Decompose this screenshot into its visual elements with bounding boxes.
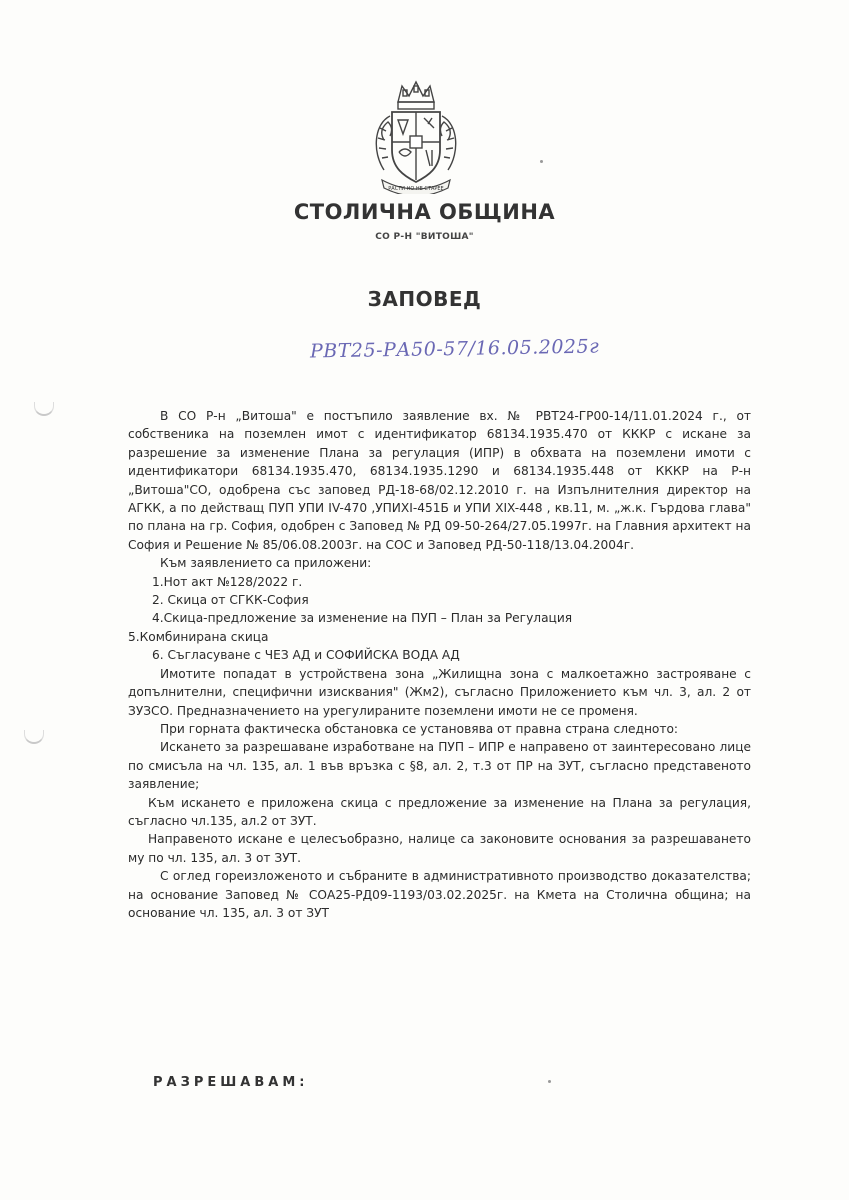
punch-hole-top [34,402,54,416]
attachment-item: 2. Скица от СГКК-София [152,593,309,608]
scan-speck [540,160,543,163]
attachment-item: 1.Нот акт №128/2022 г. [152,574,303,589]
paragraph-legal-intro: При горната фактическа обстановка се установява от правна страна следното: [160,721,679,736]
attachment-item: 6. Съгласуване с ЧЕЗ АД и СОФИЙСКА ВОДА АД [152,648,460,663]
handwritten-registration-number: РВТ25-РА50-57/16.05.2025г [309,335,600,363]
sofia-coat-of-arms-icon [368,80,464,194]
punch-hole-bottom [24,730,44,744]
document-body [128,407,751,922]
document-title: ЗАПОВЕД [367,287,482,311]
paragraph-zone: Имотите попадат в устройствена зона „Жилищна зона с малкоетажно застрояване с допълнителни, специфични изисквания" (Жм2), съгласно Приложението към чл. 3, ал. 2 от ЗУЗСО. Предназначението на урегулираните поземлени имоти не се променя. [128,666,751,718]
crest-motto: РАСТИ НО НЕ СТАРЕЕ [388,186,444,192]
attachment-item: 5.Комбинирана скица [128,629,269,644]
paragraph-grounds: Направеното искане е целесъобразно, налице са законовите основания за разрешаването му по чл. 135, ал. 3 от ЗУТ. [128,832,751,865]
paragraph-basis: С оглед гореизложеното и събраните в административното производство доказателства; на основание Заповед № СОА25-РД09-1193/03.02.2025г. на Кмета на Столична община; на основание чл. 135, ал. 3 от ЗУТ [128,869,751,920]
paragraph-application: В СО Р-н „Витоша" е постъпило заявление вх. № РВТ24-ГР00-14/11.01.2024 г., от собственика на поземлен имот с идентификатор 68134.1935.470 от КККР с искане за разрешение за изменение Плана за регулация (ИПР) в обхвата на поземлени имоти с идентификатори 68134.1935.470, 68134.1935.1290 и 68134.1935.448 от КККР на Р-н „Витоша"СО, одобрена със заповед РД-18-68/02.12.2010 г. на Изпълнителния директор на АГКК, а по действащ ПУП УПИ IV-470 ,УПИXI-451Б и УПИ XIX-448 , кв.11, м. „ж.к. Гърдова глава" по плана на гр. София, одобрен с Заповед № РД 09-50-264/27.05.1997г. на Главния архитект на София и Решение № 85/06.08.2003г. на СОС и Заповед РД-50-118/13.04.2004г. [128,409,751,552]
organization-subtitle: СО Р-Н "ВИТОША" [375,232,474,242]
paragraph-request: Искането за разрешаване изработване на ПУП – ИПР е направено от заинтересовано лице по смисъла на чл. 135, ал. 1 във връзка с §8, ал. 2, т.3 от ПР на ЗУТ, съгласно представеното заявление; [128,740,751,792]
organization-title: СТОЛИЧНА ОБЩИНА [293,200,556,224]
paragraph-sketch: Към искането е приложена скица с предложение за изменение на Плана за регулация, съгласно чл.135, ал.2 от ЗУТ. [128,795,751,828]
scan-speck [548,1080,551,1083]
decision-heading: РАЗРЕШАВАМ: [153,1075,309,1090]
attachment-item: 4.Скица-предложение за изменение на ПУП – План за Регулация [152,611,573,626]
attachments-intro: Към заявлението са приложени: [160,556,372,571]
